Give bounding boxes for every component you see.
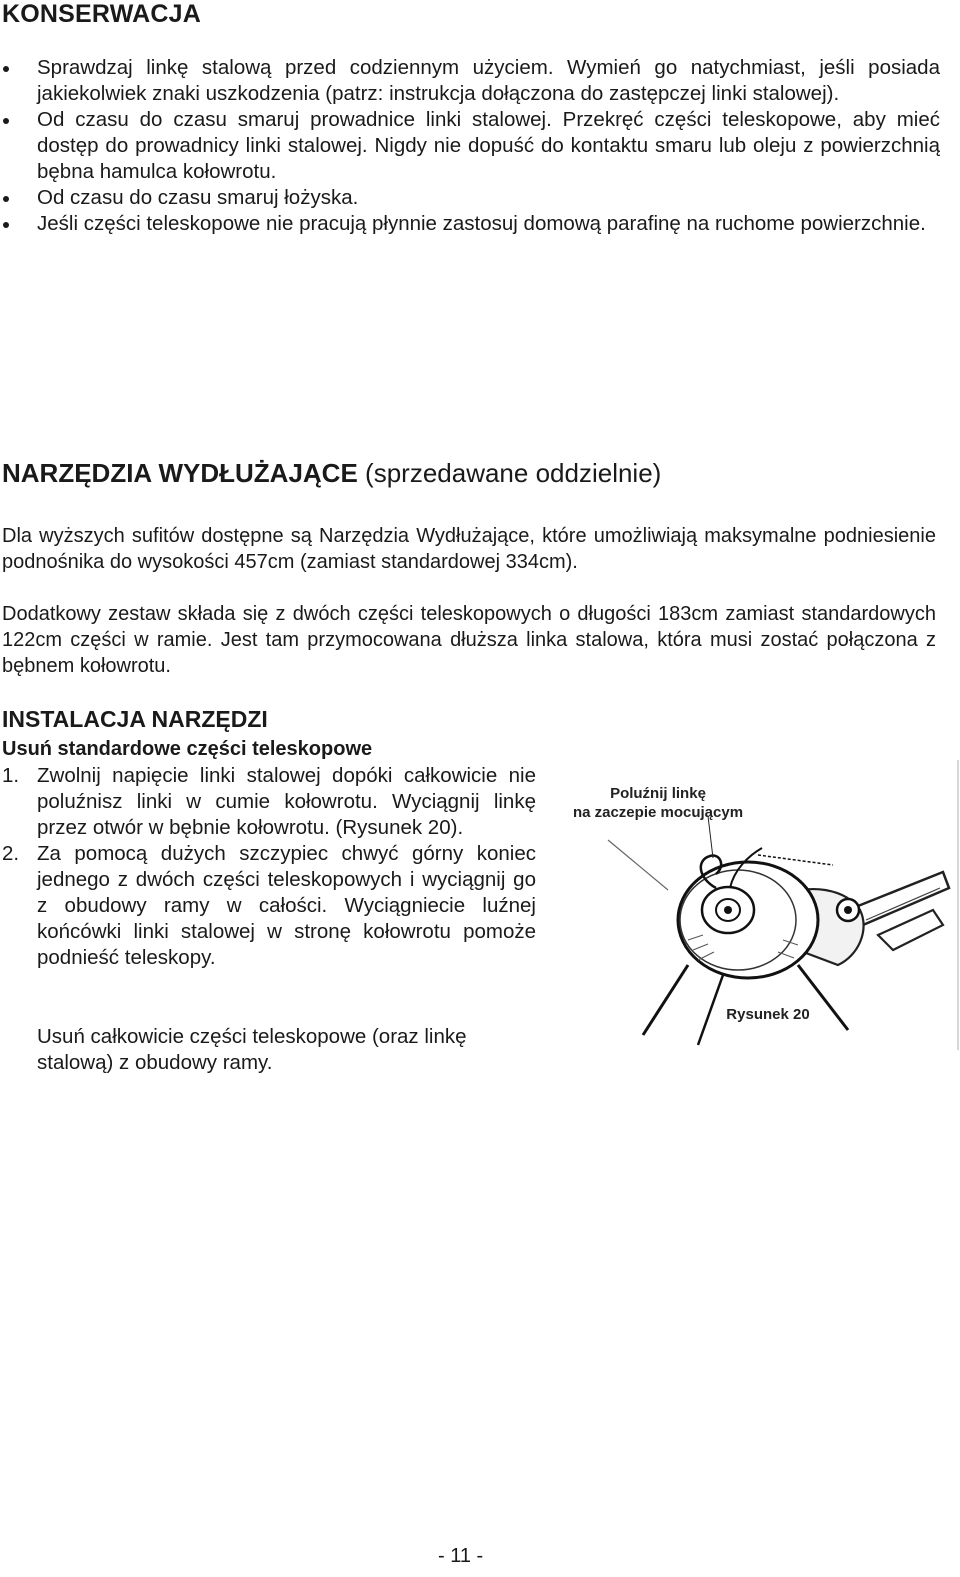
paragraph-remove-parts: Usuń całkowicie części teleskopowe (oraz linkę stalową) z obudowy ramy. <box>37 1025 467 1074</box>
paragraph-extra-set: Dodatkowy zestaw składa się z dwóch części teleskopowych o długości 183cm zamiast standardowych 122cm części w ramie. Jest tam przymocowana dłuższa linka stalowa, która musi zostać połączona z bębnem kołowrotu. <box>2 603 936 677</box>
section-title-note: (sprzedawane oddzielnie) <box>357 458 662 488</box>
section-title-konserwacja: KONSERWACJA <box>2 0 201 28</box>
step-number: 1. <box>2 764 20 787</box>
list-item <box>0 55 940 107</box>
bullet-icon <box>3 222 9 228</box>
callout-line-2: na zaczepie mocującym <box>572 804 744 821</box>
subsection-title: Usuń standardowe części teleskopowe <box>2 738 373 760</box>
list-item <box>0 211 940 237</box>
bullet-icon <box>3 66 9 72</box>
install-steps-list <box>0 763 536 971</box>
bullet-text: Sprawdzaj linkę stalową przed codziennym użyciem. Wymień go natychmiast, jeśli posiada jakiekolwiek znaki uszkodzenia (patrz: instrukcja dołączona do zastępczej linki stalowej). <box>37 56 940 105</box>
paragraph-extension-tools: Dla wyższych sufitów dostępne są Narzędzia Wydłużające, które umożliwiają maksymalne podniesienie podnośnika do wysokości 457cm (zamiast standardowej 334cm). <box>2 525 936 573</box>
bullet-text: Od czasu do czasu smaruj prowadnice linki stalowej. Przekręć części teleskopowe, aby mieć dostęp do prowadnicy linki stalowej. Nigdy nie dopuść do kontaktu smaru lub oleju z powierzchnią bębna hamulca kołowrotu. <box>37 108 940 183</box>
list-item <box>0 107 940 185</box>
section-title-narzedzia <box>2 458 661 489</box>
step-text: Za pomocą dużych szczypiec chwyć górny koniec jednego z dwóch części teleskopowych i wyciągnij go z obudowy ramy w całości. Wyciągniecie luźnej końcówki linki stalowej w stronę kołowrotu pomoże podnieść teleskopy. <box>37 842 536 969</box>
page-number: - 11 - <box>438 1545 484 1567</box>
bullet-icon <box>3 196 9 202</box>
section-title-instalacja: INSTALACJA NARZĘDZI <box>2 706 268 732</box>
list-item <box>0 841 536 971</box>
callout-line-1: Poluźnij linkę <box>610 785 706 802</box>
section-title-bold: NARZĘDZIA WYDŁUŻAJĄCE <box>2 458 358 488</box>
bullet-text: Od czasu do czasu smaruj łożyska. <box>37 186 359 209</box>
maintenance-bullet-list <box>0 55 940 237</box>
bullet-text: Jeśli części teleskopowe nie pracują płynnie zastosuj domową parafinę na ruchome powierzchnie. <box>37 212 926 235</box>
figure-winch-illustration <box>548 760 960 1050</box>
step-number: 2. <box>2 842 20 865</box>
step-text: Zwolnij napięcie linki stalowej dopóki całkowicie nie poluźnisz linki w cumie kołowrotu. Wyciągnij linkę przez otwór w bębnie kołowrotu. (Rysunek 20). <box>37 764 536 839</box>
figure-caption: Rysunek 20 <box>726 1006 810 1023</box>
figure-callout-label <box>558 784 758 822</box>
list-item <box>0 763 536 841</box>
bullet-icon <box>3 118 9 124</box>
list-item <box>0 185 940 211</box>
